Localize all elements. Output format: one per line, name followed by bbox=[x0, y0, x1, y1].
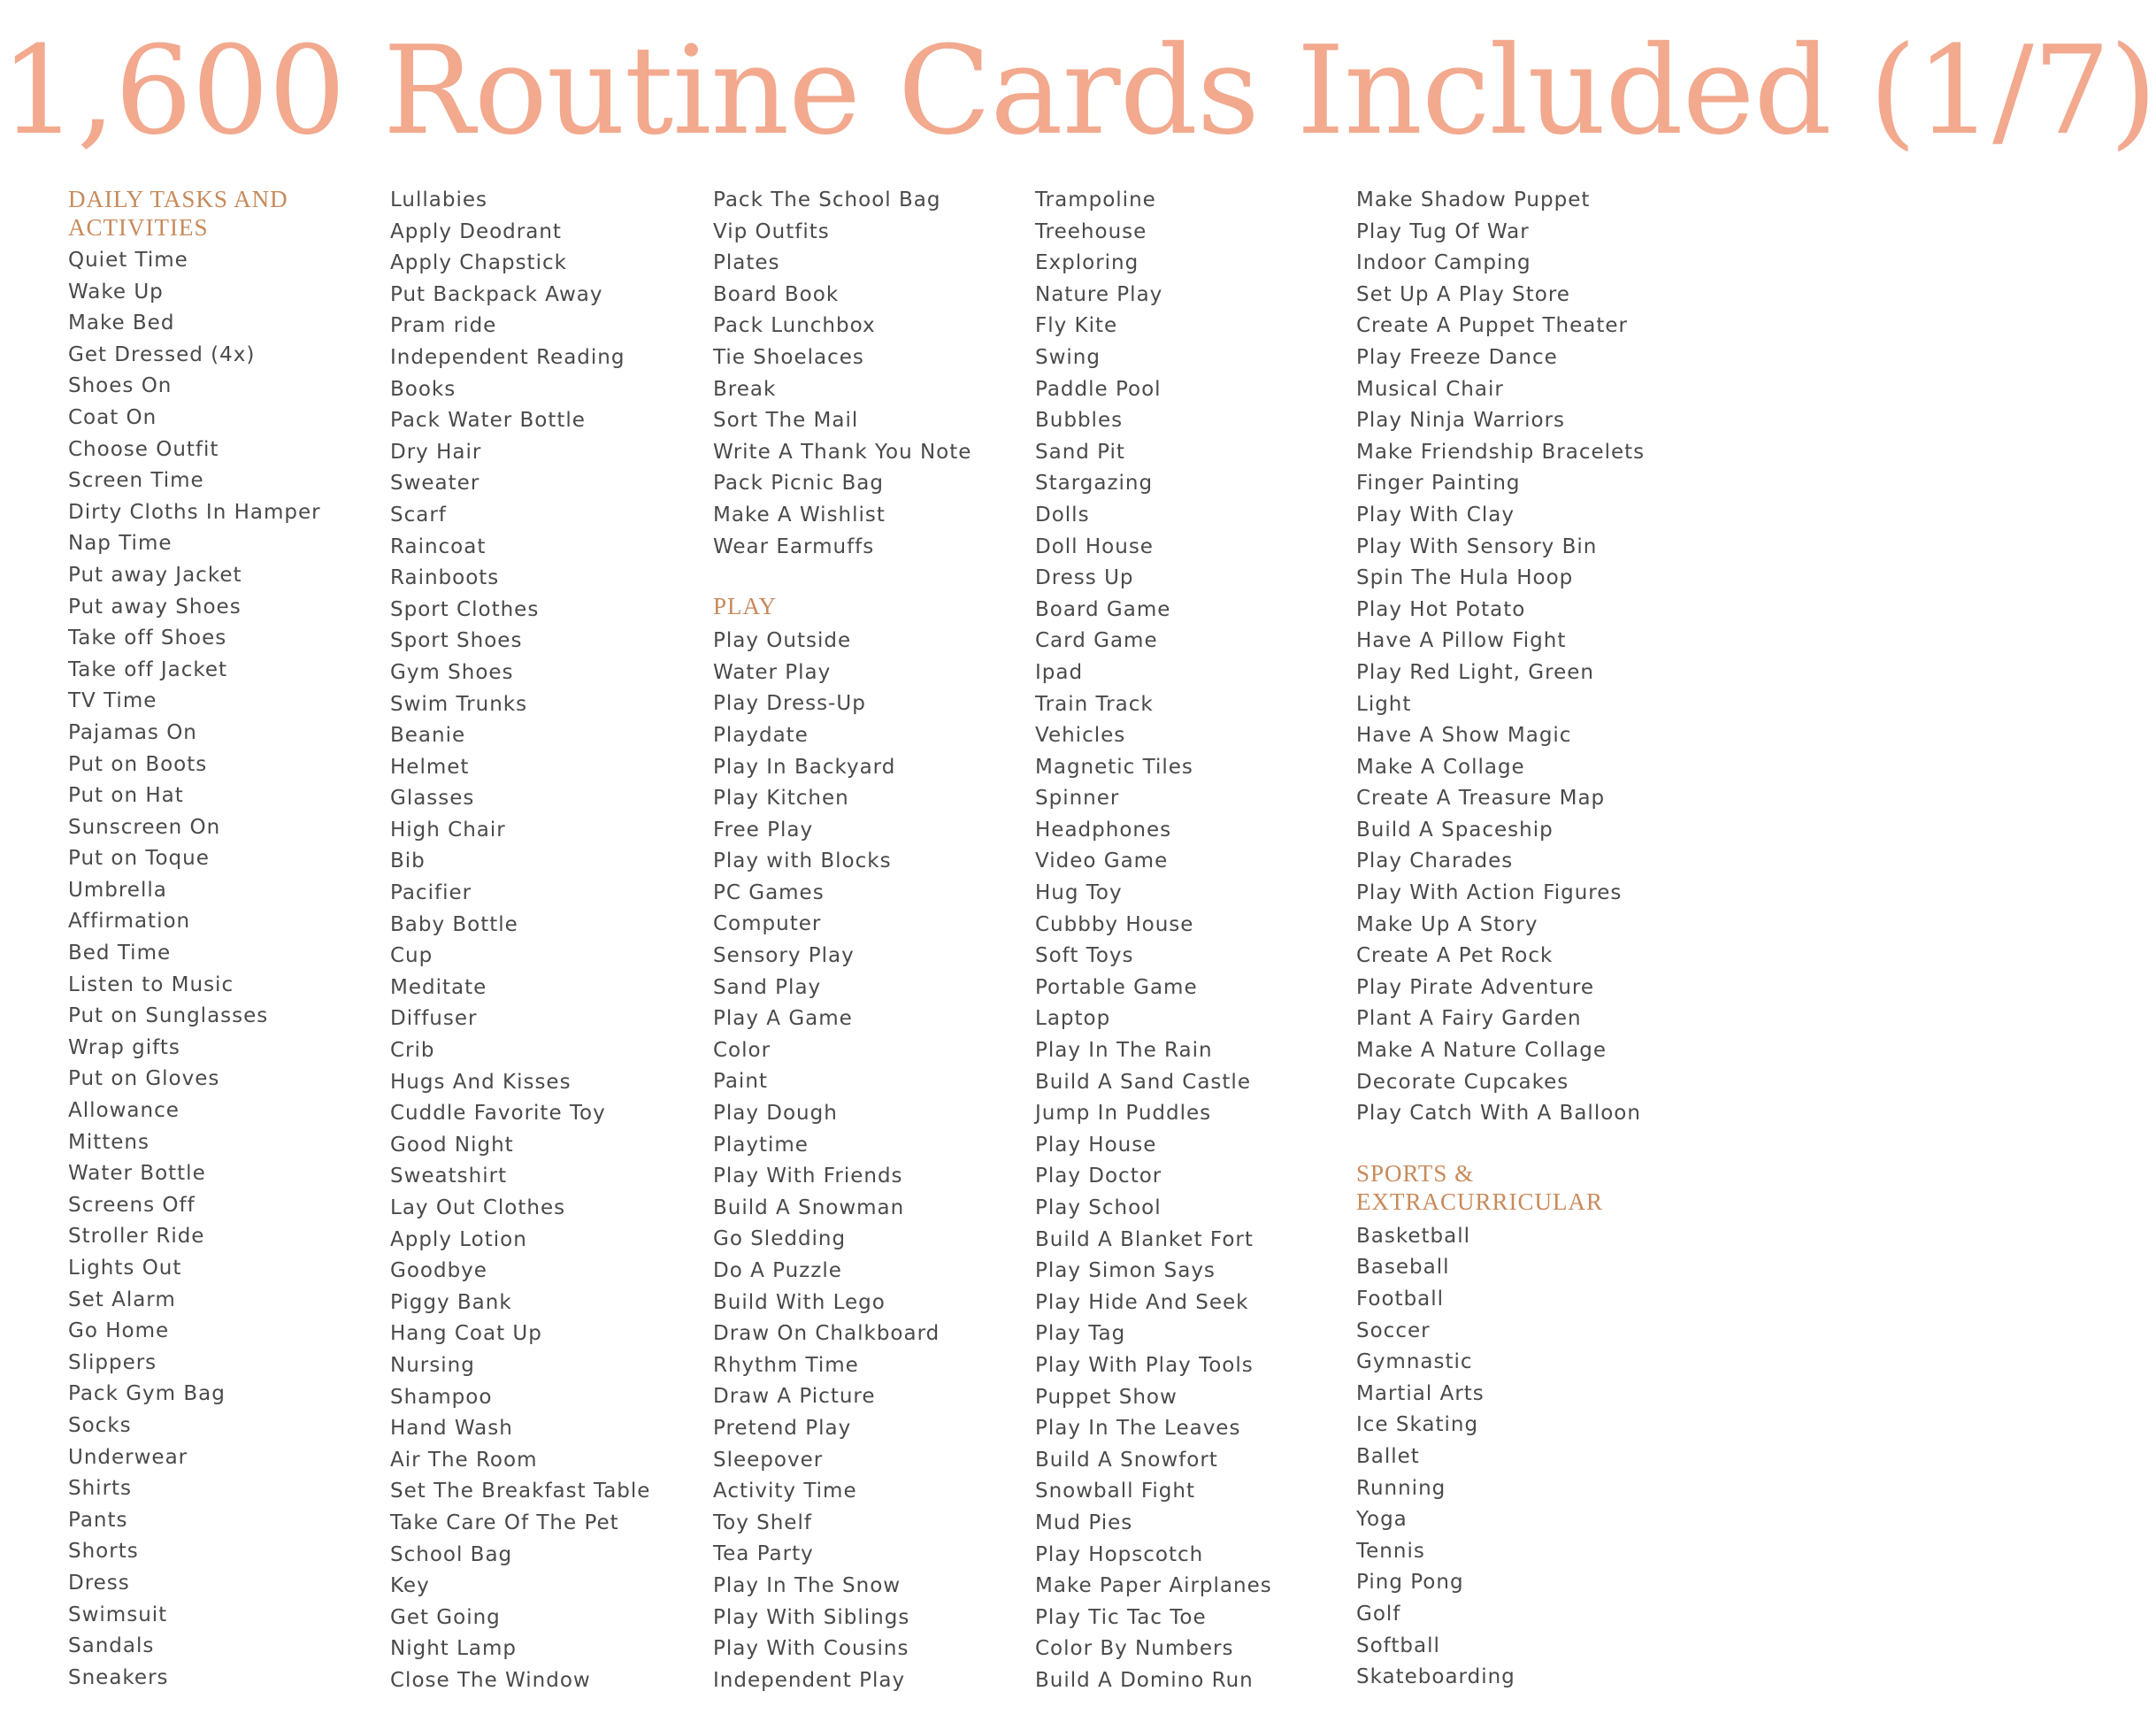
routine-item: Sand Pit bbox=[1035, 440, 1125, 464]
routine-item: Make A Nature Collage bbox=[1356, 1039, 1607, 1063]
routine-item: Pajamas On bbox=[68, 720, 197, 744]
routine-item: Playtime bbox=[713, 1133, 809, 1157]
routine-item: Make Bed bbox=[68, 311, 175, 335]
routine-item: Play With Clay bbox=[1356, 503, 1515, 527]
routine-list bbox=[713, 626, 1023, 1696]
routine-item: Fly Kite bbox=[1035, 314, 1118, 338]
routine-item: Play Tic Tac Toe bbox=[1035, 1605, 1207, 1629]
routine-item: Build A Snowman bbox=[713, 1195, 905, 1219]
routine-item: Skateboarding bbox=[1356, 1665, 1515, 1689]
routine-item: Plates bbox=[713, 251, 780, 275]
routine-item: Tea Party bbox=[713, 1542, 814, 1566]
routine-item: Rainboots bbox=[390, 566, 500, 590]
routine-item: Affirmation bbox=[68, 910, 191, 934]
routine-item: Dry Hair bbox=[390, 440, 482, 464]
routine-item: Ice Skating bbox=[1356, 1413, 1479, 1437]
routine-item: Paddle Pool bbox=[1035, 377, 1162, 401]
routine-item: Dolls bbox=[1035, 503, 1090, 527]
column-1 bbox=[68, 185, 378, 1694]
routine-item: Coat On bbox=[68, 405, 157, 429]
routine-item: Nursing bbox=[390, 1353, 475, 1377]
routine-item: Card Game bbox=[1035, 629, 1158, 653]
routine-item: Play Simon Says bbox=[1035, 1259, 1216, 1283]
routine-item: Decorate Cupcakes bbox=[1356, 1070, 1569, 1094]
routine-item: Bed Time bbox=[68, 942, 172, 965]
routine-item: Socks bbox=[68, 1413, 132, 1437]
routine-item: Baby Bottle bbox=[390, 912, 518, 936]
routine-item: School Bag bbox=[390, 1542, 513, 1566]
routine-list bbox=[390, 185, 700, 1697]
routine-item: Lullabies bbox=[390, 188, 487, 211]
routine-item: Play Hide And Seek bbox=[1035, 1290, 1249, 1314]
routine-item: Sand Play bbox=[713, 975, 822, 999]
routine-item: Put Backpack Away bbox=[390, 282, 603, 306]
routine-item: Raincoat bbox=[390, 534, 487, 558]
routine-item: Get Going bbox=[390, 1605, 501, 1629]
routine-item: Hugs And Kisses bbox=[390, 1070, 572, 1094]
routine-item: Color By Numbers bbox=[1035, 1637, 1234, 1661]
routine-item: Apply Lotion bbox=[390, 1227, 527, 1251]
routine-item: Play In The Rain bbox=[1035, 1039, 1213, 1063]
routine-item: Close The Window bbox=[390, 1668, 591, 1692]
routine-item: Create A Puppet Theater bbox=[1356, 314, 1628, 338]
routine-item: Swimsuit bbox=[68, 1603, 168, 1626]
routine-item: High Chair bbox=[390, 818, 506, 842]
routine-item: Allowance bbox=[68, 1099, 180, 1123]
routine-item: Helmet bbox=[390, 755, 470, 779]
routine-item: Swing bbox=[1035, 345, 1101, 369]
routine-item: Play With Play Tools bbox=[1035, 1353, 1254, 1377]
routine-item: Choose Outfit bbox=[68, 437, 219, 461]
routine-item: Trampoline bbox=[1035, 188, 1156, 211]
routine-item: Musical Chair bbox=[1356, 377, 1504, 401]
routine-item: Night Lamp bbox=[390, 1637, 518, 1661]
routine-item: Put on Boots bbox=[68, 752, 208, 776]
routine-item: Goodbye bbox=[390, 1259, 487, 1283]
routine-item: Create A Treasure Map bbox=[1356, 787, 1606, 811]
routine-item: Shoes On bbox=[68, 374, 173, 398]
routine-item: Play In Backyard bbox=[713, 755, 896, 779]
routine-item: Puppet Show bbox=[1035, 1385, 1178, 1409]
routine-list bbox=[68, 245, 378, 1694]
routine-item: Basketball bbox=[1356, 1224, 1470, 1248]
routine-item: Make Up A Story bbox=[1356, 912, 1538, 936]
routine-item: Apply Deodrant bbox=[390, 219, 562, 243]
routine-item: Set Alarm bbox=[68, 1288, 176, 1311]
routine-item: Go Sledding bbox=[713, 1227, 847, 1251]
routine-item: Play Tug Of War bbox=[1356, 219, 1530, 243]
routine-item: Play With Cousins bbox=[713, 1637, 909, 1661]
routine-item: Pants bbox=[68, 1508, 128, 1532]
routine-item: Nature Play bbox=[1035, 282, 1163, 306]
routine-item: Screen Time bbox=[68, 469, 204, 493]
routine-item: Football bbox=[1356, 1288, 1445, 1311]
routine-item: Make Paper Airplanes bbox=[1035, 1574, 1272, 1598]
routine-item: Sandals bbox=[68, 1634, 155, 1658]
routine-item: Write A Thank You Note bbox=[713, 440, 972, 464]
routine-item: Swim Trunks bbox=[390, 692, 528, 716]
routine-item: Play Catch With A Balloon bbox=[1356, 1102, 1641, 1126]
routine-item: Running bbox=[1356, 1476, 1446, 1500]
routine-item: Slippers bbox=[68, 1350, 157, 1374]
routine-item: Tie Shoelaces bbox=[713, 345, 864, 369]
routine-item: Dirty Cloths In Hamper bbox=[68, 500, 321, 524]
routine-item: Play Tag bbox=[1035, 1322, 1126, 1346]
routine-item: Headphones bbox=[1035, 818, 1172, 842]
routine-item: Treehouse bbox=[1035, 219, 1147, 243]
routine-item: Play Dress-Up bbox=[713, 692, 866, 716]
routine-item: Spin The Hula Hoop bbox=[1356, 566, 1574, 590]
routine-item: Play Doctor bbox=[1035, 1165, 1162, 1188]
routine-item: Dress bbox=[68, 1571, 130, 1595]
routine-item: Sunscreen On bbox=[68, 815, 221, 839]
routine-item: Play Outside bbox=[713, 629, 852, 653]
routine-item: Build A Spaceship bbox=[1356, 818, 1554, 842]
routine-item: Cuddle Favorite Toy bbox=[390, 1102, 606, 1126]
routine-item: Play Ninja Warriors bbox=[1356, 409, 1566, 433]
routine-item: Put away Shoes bbox=[68, 595, 242, 619]
routine-item: Water Bottle bbox=[68, 1162, 206, 1186]
routine-item: Portable Game bbox=[1035, 975, 1198, 999]
routine-item: Vip Outfits bbox=[713, 219, 830, 243]
routine-item: Soft Toys bbox=[1035, 944, 1134, 968]
routine-item: Sport Shoes bbox=[390, 629, 523, 653]
routine-item: PC Games bbox=[713, 880, 825, 904]
routine-item: Put on Sunglasses bbox=[68, 1004, 269, 1028]
routine-item: Make Friendship Bracelets bbox=[1356, 440, 1646, 464]
routine-item: Shorts bbox=[68, 1540, 139, 1564]
routine-item: Piggy Bank bbox=[390, 1290, 512, 1314]
column-5 bbox=[1356, 185, 1666, 1694]
routine-item: Have A Show Magic bbox=[1356, 724, 1572, 748]
routine-item: Get Dressed (4x) bbox=[68, 342, 256, 366]
routine-item: Play With Action Figures bbox=[1356, 881, 1623, 905]
routine-item: Golf bbox=[1356, 1602, 1401, 1626]
routine-item: Play With Friends bbox=[713, 1165, 903, 1188]
routine-item: Snowball Fight bbox=[1035, 1480, 1195, 1503]
routine-item: Air The Room bbox=[390, 1448, 538, 1472]
column-4 bbox=[1035, 185, 1345, 1697]
section-heading: PLAY bbox=[713, 593, 778, 620]
routine-item: Stroller Ride bbox=[68, 1225, 205, 1249]
routine-item: Play Dough bbox=[713, 1102, 838, 1126]
routine-item: Lay Out Clothes bbox=[390, 1196, 566, 1219]
routine-item: Underwear bbox=[68, 1445, 188, 1469]
routine-item: Gym Shoes bbox=[390, 660, 514, 684]
routine-item: Pack The School Bag bbox=[713, 188, 941, 211]
routine-item: Play Red Light, Green bbox=[1356, 660, 1594, 684]
routine-item: Bubbles bbox=[1035, 409, 1124, 433]
routine-item: Board Game bbox=[1035, 597, 1171, 621]
routine-item: Crib bbox=[390, 1039, 435, 1063]
routine-item: Independent Play bbox=[713, 1668, 906, 1692]
routine-item: Play With Siblings bbox=[713, 1605, 910, 1629]
routine-item: Pack Gym Bag bbox=[68, 1382, 226, 1406]
routine-item: Independent Reading bbox=[390, 345, 625, 369]
routine-item: Key bbox=[390, 1574, 430, 1598]
routine-item: Free Play bbox=[713, 818, 814, 842]
routine-item: Video Game bbox=[1035, 849, 1169, 873]
routine-item: Baseball bbox=[1356, 1256, 1450, 1280]
routine-item: Take Care Of The Pet bbox=[390, 1511, 619, 1534]
page-title: 1,600 Routine Cards Included (1/7) bbox=[0, 19, 2156, 162]
routine-item: Draw On Chalkboard bbox=[713, 1322, 940, 1346]
routine-item: Toy Shelf bbox=[713, 1511, 812, 1534]
routine-item: Put away Jacket bbox=[68, 563, 242, 587]
routine-item: Pack Water Bottle bbox=[390, 409, 586, 433]
routine-item: Exploring bbox=[1035, 251, 1139, 275]
routine-item: Put on Toque bbox=[68, 847, 210, 871]
routine-item: Build A Blanket Fort bbox=[1035, 1227, 1254, 1251]
routine-item: Build A Sand Castle bbox=[1035, 1070, 1251, 1094]
routine-item: Ballet bbox=[1356, 1444, 1420, 1468]
routine-item: Ipad bbox=[1035, 660, 1084, 684]
routine-item: Pram ride bbox=[390, 314, 497, 338]
routine-item: Build A Snowfort bbox=[1035, 1448, 1218, 1472]
routine-item: Playdate bbox=[713, 723, 809, 747]
routine-item: Play with Blocks bbox=[713, 849, 892, 873]
section-heading: DAILY TASKS AND ACTIVITIES bbox=[68, 186, 288, 241]
routine-item: Shirts bbox=[68, 1477, 133, 1501]
routine-item: Spinner bbox=[1035, 787, 1120, 811]
routine-item: Take off Shoes bbox=[68, 627, 227, 650]
routine-item: Hand Wash bbox=[390, 1417, 513, 1441]
routine-item: Screens Off bbox=[68, 1193, 196, 1217]
routine-item: Go Home bbox=[68, 1319, 170, 1343]
routine-item: Gymnastic bbox=[1356, 1350, 1473, 1374]
routine-item: Play With Sensory Bin bbox=[1356, 534, 1598, 558]
routine-item: Play In The Snow bbox=[713, 1573, 902, 1597]
routine-item: Set Up A Play Store bbox=[1356, 282, 1570, 306]
routine-item: Sweatshirt bbox=[390, 1165, 508, 1188]
routine-item: Ping Pong bbox=[1356, 1571, 1464, 1595]
routine-item: Diffuser bbox=[390, 1007, 478, 1031]
routine-item: Make A Wishlist bbox=[713, 503, 886, 527]
routine-item: Quiet Time bbox=[68, 249, 188, 272]
routine-item: Magnetic Tiles bbox=[1035, 755, 1193, 779]
routine-item: Sweater bbox=[390, 472, 480, 496]
routine-item: Play House bbox=[1035, 1133, 1157, 1157]
routine-item: Paint bbox=[713, 1070, 768, 1094]
routine-item: Vehicles bbox=[1035, 724, 1126, 748]
routine-item: Build With Lego bbox=[713, 1290, 886, 1314]
routine-item: Bib bbox=[390, 849, 426, 873]
column-2 bbox=[390, 185, 700, 1697]
routine-item: Plant A Fairy Garden bbox=[1356, 1007, 1582, 1031]
routine-item: Set The Breakfast Table bbox=[390, 1480, 651, 1503]
routine-item: Jump In Puddles bbox=[1035, 1102, 1212, 1126]
routine-item: Water Play bbox=[713, 660, 832, 684]
routine-item: Color bbox=[713, 1038, 771, 1062]
routine-item: Laptop bbox=[1035, 1007, 1111, 1031]
routine-item: Put on Hat bbox=[68, 784, 184, 808]
routine-item: Sleepover bbox=[713, 1448, 824, 1472]
routine-item: Hug Toy bbox=[1035, 881, 1123, 905]
routine-item: Light bbox=[1356, 692, 1412, 716]
routine-item: Do A Puzzle bbox=[713, 1259, 842, 1282]
routine-item: Nap Time bbox=[68, 532, 173, 556]
routine-item: Have A Pillow Fight bbox=[1356, 629, 1567, 653]
routine-item: Play Charades bbox=[1356, 849, 1514, 873]
routine-item: Hang Coat Up bbox=[390, 1322, 542, 1346]
routine-item: Play In The Leaves bbox=[1035, 1417, 1241, 1441]
routine-item: Build A Domino Run bbox=[1035, 1668, 1254, 1692]
routine-list bbox=[1035, 185, 1345, 1697]
routine-item: Play Kitchen bbox=[713, 787, 849, 811]
routine-item: Play Pirate Adventure bbox=[1356, 975, 1595, 999]
routine-item: Yoga bbox=[1356, 1508, 1408, 1532]
routine-item: Play A Game bbox=[713, 1007, 853, 1031]
routine-list bbox=[1356, 185, 1666, 1130]
routine-item: Doll House bbox=[1035, 534, 1154, 558]
routine-item: Tennis bbox=[1356, 1539, 1425, 1563]
routine-item: TV Time bbox=[68, 689, 157, 713]
routine-item: Take off Jacket bbox=[68, 657, 228, 681]
routine-item: Play School bbox=[1035, 1196, 1162, 1219]
routine-item: Apply Chapstick bbox=[390, 251, 567, 275]
routine-item: Make A Collage bbox=[1356, 755, 1525, 779]
routine-item: Break bbox=[713, 377, 777, 401]
routine-item: Indoor Camping bbox=[1356, 251, 1531, 275]
routine-item: Computer bbox=[713, 912, 822, 936]
routine-list bbox=[1356, 1221, 1666, 1694]
routine-item: Beanie bbox=[390, 724, 466, 748]
routine-item: Finger Painting bbox=[1356, 472, 1521, 496]
routine-item: Shampoo bbox=[390, 1385, 493, 1409]
routine-item: Rhythm Time bbox=[713, 1353, 859, 1377]
routine-item: Stargazing bbox=[1035, 472, 1154, 496]
routine-item: Mittens bbox=[68, 1130, 150, 1154]
routine-item: Play Hot Potato bbox=[1356, 597, 1526, 621]
routine-item: Make Shadow Puppet bbox=[1356, 188, 1591, 211]
routine-item: Play Hopscotch bbox=[1035, 1542, 1204, 1566]
routine-item: Activity Time bbox=[713, 1480, 857, 1503]
routine-item: Lights Out bbox=[68, 1257, 182, 1280]
routine-item: Train Track bbox=[1035, 692, 1154, 716]
routine-item: Sort The Mail bbox=[713, 409, 859, 433]
routine-item: Cubbby House bbox=[1035, 912, 1194, 936]
routine-item: Play Freeze Dance bbox=[1356, 345, 1558, 369]
routine-item: Cup bbox=[390, 944, 434, 968]
routine-item: Board Book bbox=[713, 282, 840, 306]
routine-item: Good Night bbox=[390, 1133, 514, 1157]
routine-item: Martial Arts bbox=[1356, 1381, 1485, 1405]
routine-item: Sensory Play bbox=[713, 944, 855, 968]
routine-item: Wake Up bbox=[68, 280, 164, 304]
routine-item: Put on Gloves bbox=[68, 1067, 220, 1091]
routine-item: Create A Pet Rock bbox=[1356, 944, 1554, 968]
section-heading: SPORTS & EXTRACURRICULAR bbox=[1356, 1159, 1604, 1215]
routine-item: Draw A Picture bbox=[713, 1385, 876, 1409]
routine-item: Pacifier bbox=[390, 881, 472, 905]
routine-item: Scarf bbox=[390, 503, 447, 527]
routine-item: Sneakers bbox=[68, 1665, 169, 1689]
routine-item: Umbrella bbox=[68, 878, 167, 902]
routine-item: Dress Up bbox=[1035, 566, 1134, 590]
routine-item: Wear Earmuffs bbox=[713, 534, 875, 558]
routine-item: Meditate bbox=[390, 975, 487, 999]
routine-item: Soccer bbox=[1356, 1318, 1431, 1342]
routine-list bbox=[713, 185, 1023, 563]
routine-item: Pack Picnic Bag bbox=[713, 472, 885, 496]
routine-item: Softball bbox=[1356, 1634, 1440, 1657]
routine-item: Listen to Music bbox=[68, 972, 234, 996]
routine-item: Wrap gifts bbox=[68, 1035, 180, 1059]
routine-item: Pack Lunchbox bbox=[713, 314, 876, 338]
routine-item: Glasses bbox=[390, 787, 475, 811]
routine-item: Sport Clothes bbox=[390, 597, 540, 621]
routine-item: Mud Pies bbox=[1035, 1511, 1133, 1534]
routine-item: Pretend Play bbox=[713, 1416, 852, 1440]
routine-item: Books bbox=[390, 377, 457, 401]
column-3 bbox=[713, 185, 1023, 1696]
